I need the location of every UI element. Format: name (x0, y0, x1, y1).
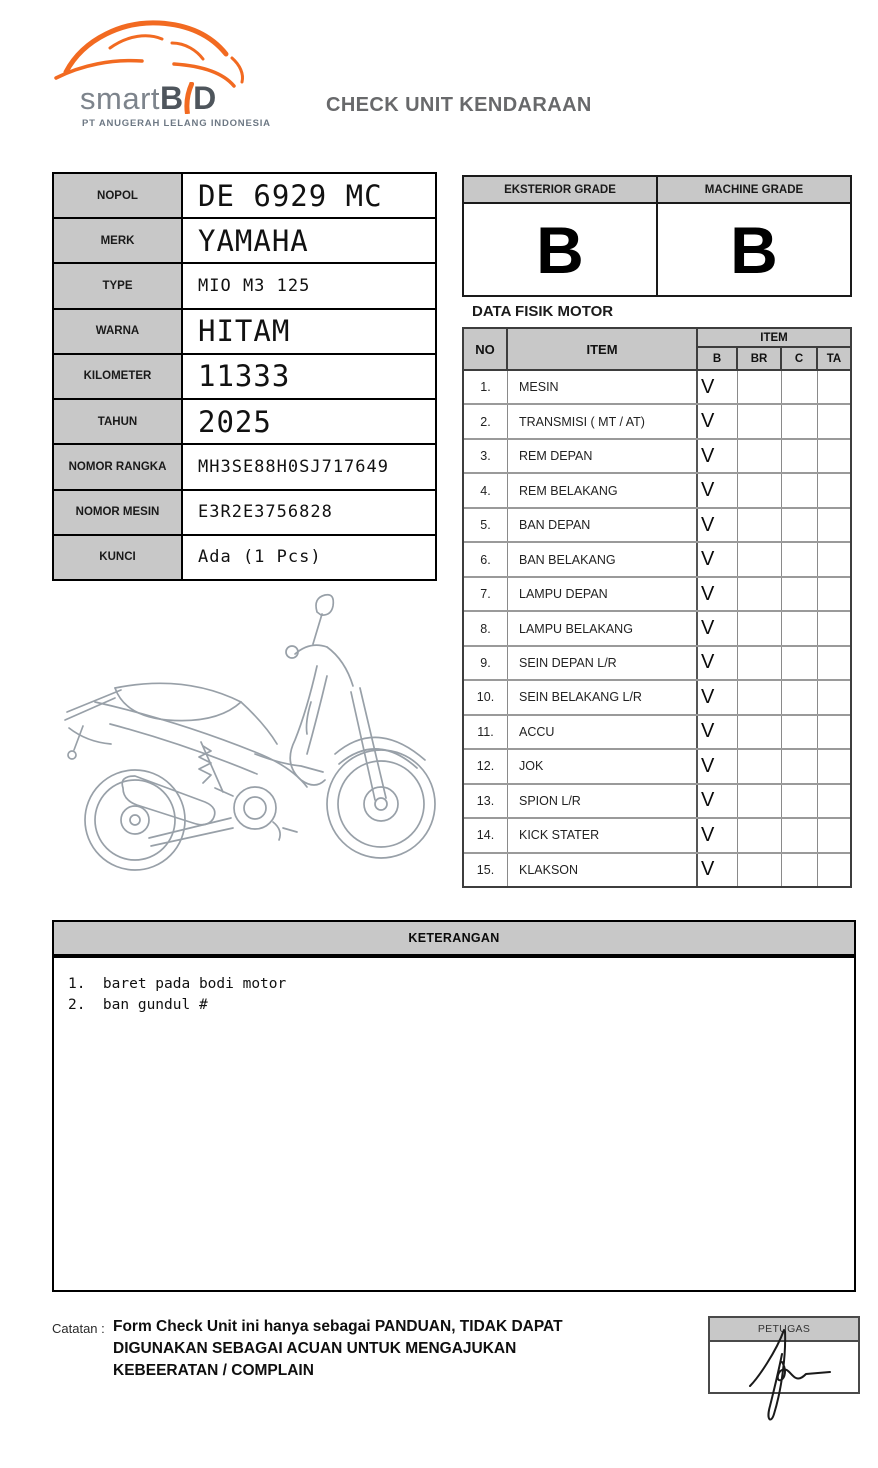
check-cell-b: V (698, 509, 738, 541)
check-cell-b: V (698, 681, 738, 713)
motorcycle-line-art (55, 592, 447, 882)
field-value-kunci: Ada (1 Pcs) (198, 547, 322, 568)
table-row (464, 681, 850, 715)
field-label-nomor-mesin: NOMOR MESIN (54, 491, 183, 534)
check-cell-c (782, 647, 818, 679)
table-row (464, 647, 850, 681)
machine-grade-cell (656, 177, 850, 295)
table-row (54, 536, 435, 579)
item-label: REM BELAKANG (508, 474, 698, 506)
check-cell-b: V (698, 405, 738, 437)
check-cell-c (782, 371, 818, 403)
check-cell-c (782, 854, 818, 886)
col-header-c: C (782, 348, 818, 369)
check-cell-br (738, 371, 782, 403)
table-header (464, 329, 850, 371)
check-cell-c (782, 612, 818, 644)
field-value-nomor-mesin: E3R2E3756828 (198, 502, 333, 523)
item-label: SPION L/R (508, 785, 698, 817)
table-row (54, 355, 435, 400)
table-row (464, 578, 850, 612)
item-label: BAN BELAKANG (508, 543, 698, 575)
field-label-warna: WARNA (54, 310, 183, 353)
check-cell-br (738, 578, 782, 610)
check-cell-br (738, 819, 782, 851)
field-label-nopol: NOPOL (54, 174, 183, 217)
table-row (54, 400, 435, 445)
item-label: ACCU (508, 716, 698, 748)
disclaimer-line: DIGUNAKAN SEBAGAI ACUAN UNTUK MENGAJUKAN (113, 1340, 517, 1357)
exterior-grade-value: B (536, 212, 584, 287)
field-value-warna: HITAM (198, 314, 291, 349)
table-row (464, 405, 850, 439)
row-number: 3. (464, 440, 508, 472)
machine-grade-value: B (730, 212, 778, 287)
check-cell-c (782, 785, 818, 817)
machine-grade-label: MACHINE GRADE (658, 177, 850, 204)
brand-letter-d: D (193, 80, 217, 116)
check-cell-b: V (698, 785, 738, 817)
check-cell-c (782, 578, 818, 610)
keterangan-title: KETERANGAN (54, 922, 854, 958)
col-header-ta: TA (826, 352, 842, 365)
item-label: BAN DEPAN (508, 509, 698, 541)
check-cell-ta (818, 543, 850, 575)
row-number: 13. (464, 785, 508, 817)
check-cell-c (782, 509, 818, 541)
check-cell-br (738, 440, 782, 472)
check-cell-br (738, 474, 782, 506)
brand-wordmark (80, 82, 216, 114)
table-row (464, 509, 850, 543)
field-value-nopol: DE 6929 MC (198, 178, 383, 213)
table-row (54, 445, 435, 490)
field-label-nomor-rangka: NOMOR RANGKA (54, 445, 183, 488)
check-cell-b: V (698, 543, 738, 575)
check-cell-b: V (698, 578, 738, 610)
item-label: REM DEPAN (508, 440, 698, 472)
field-value-tahun: 2025 (198, 404, 272, 439)
check-cell-c (782, 716, 818, 748)
table-row (464, 785, 850, 819)
note-line: 2. ban gundul # (68, 997, 208, 1013)
field-label-type: TYPE (54, 264, 183, 307)
table-row (464, 440, 850, 474)
check-cell-ta (818, 854, 850, 886)
catatan-label: Catatan : (52, 1321, 105, 1336)
check-cell-ta (818, 405, 850, 437)
check-cell-ta (818, 819, 850, 851)
col-header-item: ITEM (508, 329, 698, 369)
check-cell-ta (818, 647, 850, 679)
check-cell-c (782, 681, 818, 713)
check-cell-ta (818, 578, 850, 610)
row-number: 6. (464, 543, 508, 575)
row-number: 12. (464, 750, 508, 782)
table-row (464, 543, 850, 577)
table-row (464, 716, 850, 750)
disclaimer-note (113, 1316, 613, 1382)
field-label-merk: MERK (54, 219, 183, 262)
table-body (464, 371, 850, 886)
brand-prefix: smart (80, 81, 160, 116)
col-header-no: NO (464, 329, 508, 369)
table-row (464, 474, 850, 508)
disclaimer-line: KEBEERATAN / COMPLAIN (113, 1362, 314, 1379)
row-number: 8. (464, 612, 508, 644)
field-label-kilometer: KILOMETER (54, 355, 183, 398)
check-cell-ta (818, 371, 850, 403)
row-number: 9. (464, 647, 508, 679)
check-cell-ta (818, 440, 850, 472)
item-label: LAMPU BELAKANG (508, 612, 698, 644)
check-cell-br (738, 612, 782, 644)
check-cell-c (782, 474, 818, 506)
row-number: 4. (464, 474, 508, 506)
check-cell-br (738, 681, 782, 713)
check-cell-b: V (698, 612, 738, 644)
check-cell-b: V (698, 647, 738, 679)
table-row (54, 491, 435, 536)
exterior-grade-label: EKSTERIOR GRADE (464, 177, 656, 204)
table-row (54, 174, 435, 219)
item-label: MESIN (508, 371, 698, 403)
officer-label: PETUGAS (710, 1318, 858, 1342)
check-cell-br (738, 543, 782, 575)
table-row (464, 371, 850, 405)
brand-letter-b: B (160, 80, 184, 116)
grade-table (462, 175, 852, 297)
check-cell-br (738, 647, 782, 679)
check-cell-ta (818, 509, 850, 541)
check-cell-b: V (698, 750, 738, 782)
smartbid-logo (52, 14, 271, 139)
table-row (54, 264, 435, 309)
item-label: KICK STATER (508, 819, 698, 851)
item-label: SEIN DEPAN L/R (508, 647, 698, 679)
field-label-kunci: KUNCI (54, 536, 183, 579)
table-row (464, 819, 850, 853)
check-cell-b: V (698, 716, 738, 748)
check-cell-c (782, 405, 818, 437)
keterangan-notes (54, 958, 854, 1032)
officer-signature-box (708, 1316, 860, 1394)
item-label: LAMPU DEPAN (508, 578, 698, 610)
signature-area (710, 1342, 858, 1392)
check-cell-b: V (698, 819, 738, 851)
check-cell-c (782, 440, 818, 472)
table-row (464, 854, 850, 886)
field-value-nomor-rangka: MH3SE88H0SJ717649 (198, 456, 389, 477)
signature-scribble (732, 1326, 842, 1431)
check-cell-c (782, 750, 818, 782)
field-value-merk: YAMAHA (198, 223, 309, 258)
check-cell-ta (818, 716, 850, 748)
row-number: 14. (464, 819, 508, 851)
col-header-br: BR (738, 348, 782, 369)
col-header-item-group: ITEM (698, 329, 850, 348)
col-header-b: B (698, 348, 738, 369)
row-number: 1. (464, 371, 508, 403)
check-cell-ta (818, 612, 850, 644)
keterangan-box (52, 920, 856, 1292)
item-label: SEIN BELAKANG L/R (508, 681, 698, 713)
check-cell-b: V (698, 474, 738, 506)
check-cell-br (738, 716, 782, 748)
row-number: 5. (464, 509, 508, 541)
vehicle-info-table (52, 172, 437, 581)
item-label: KLAKSON (508, 854, 698, 886)
row-number: 11. (464, 716, 508, 748)
table-row (54, 310, 435, 355)
field-value-type: MIO M3 125 (198, 276, 311, 297)
section-title-data-fisik: DATA FISIK MOTOR (472, 303, 614, 320)
table-row (464, 750, 850, 784)
page-title: CHECK UNIT KENDARAAN (326, 94, 592, 116)
check-cell-ta (818, 681, 850, 713)
physical-data-table (462, 327, 852, 888)
item-label: TRANSMISI ( MT / AT) (508, 405, 698, 437)
check-cell-br (738, 854, 782, 886)
check-cell-ta (818, 750, 850, 782)
table-row (54, 219, 435, 264)
row-number: 10. (464, 681, 508, 713)
exterior-grade-cell (464, 177, 656, 295)
check-cell-b: V (698, 440, 738, 472)
check-cell-c (782, 819, 818, 851)
company-name: PT ANUGERAH LELANG INDONESIA (82, 118, 271, 129)
check-cell-br (738, 785, 782, 817)
note-line: 1. baret pada bodi motor (68, 976, 287, 992)
check-cell-br (738, 405, 782, 437)
field-label-tahun: TAHUN (54, 400, 183, 443)
check-cell-ta (818, 785, 850, 817)
row-number: 15. (464, 854, 508, 886)
check-cell-br (738, 750, 782, 782)
check-cell-b: V (698, 371, 738, 403)
check-cell-br (738, 509, 782, 541)
check-cell-c (782, 543, 818, 575)
row-number: 2. (464, 405, 508, 437)
col-header-condition-group (698, 329, 850, 369)
check-cell-ta (818, 474, 850, 506)
check-cell-b: V (698, 854, 738, 886)
row-number: 7. (464, 578, 508, 610)
field-value-kilometer: 11333 (198, 359, 291, 394)
table-row (464, 612, 850, 646)
item-label: JOK (508, 750, 698, 782)
disclaimer-line: Form Check Unit ini hanya sebagai PANDUAN, TIDAK DAPAT (113, 1318, 563, 1335)
